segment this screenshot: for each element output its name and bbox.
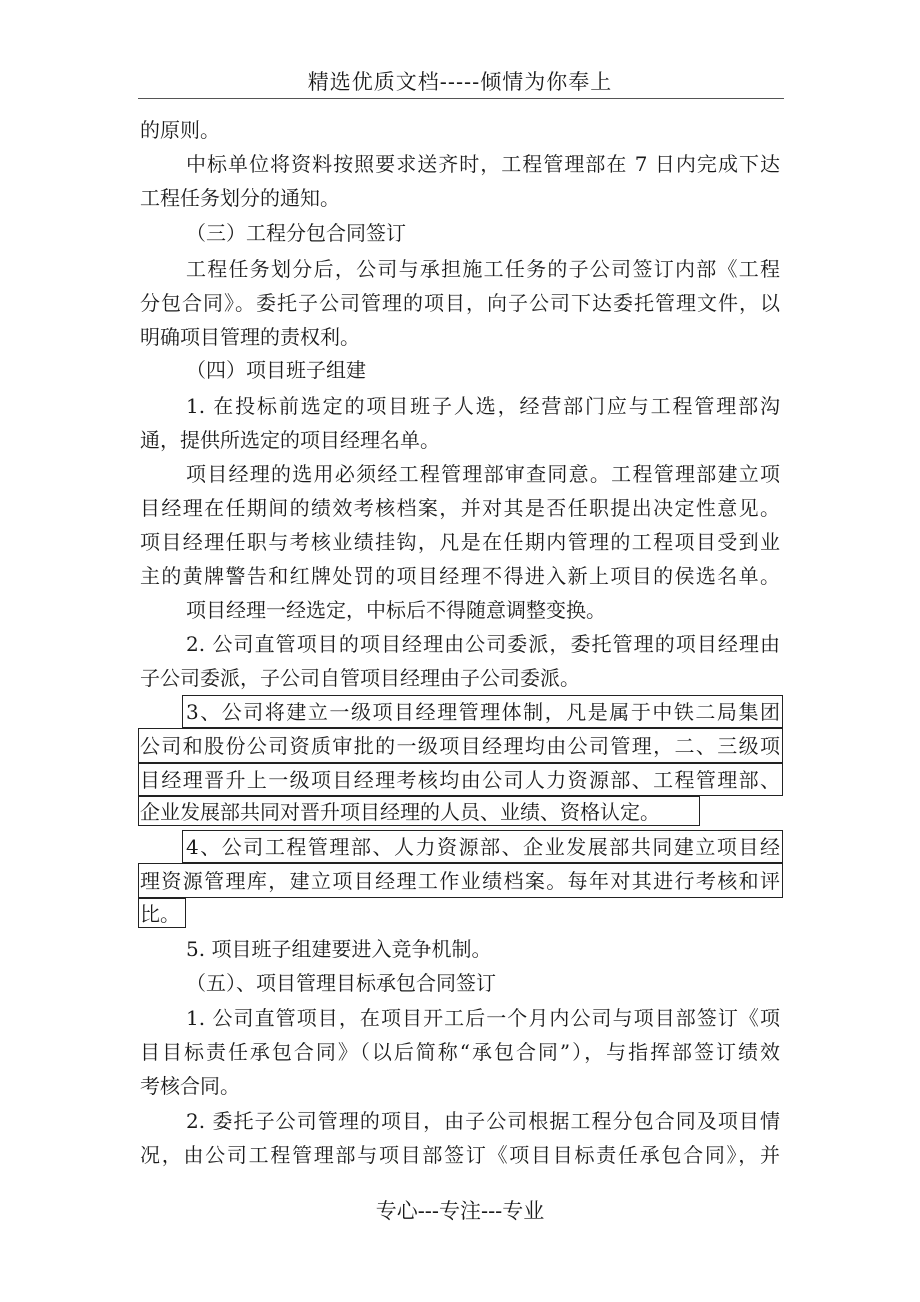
text-line: 理资源管理库，建立项目经理工作业绩档案。每年对其进行考核和评 [140, 869, 780, 893]
text-line: 4、公司工程管理部、人力资源部、企业发展部共同建立项目经 [186, 835, 780, 859]
text-line: 通，提供所选定的项目经理名单。 [140, 428, 440, 452]
text-line: 项目经理一经选定，中标后不得随意调整变换。 [186, 598, 606, 622]
text-line: 中标单位将资料按照要求送齐时，工程管理部在 7 日内完成下达 [186, 152, 780, 176]
page-header: 精选优质文档-----倾情为你奉上 [307, 70, 613, 94]
text-line: 分包合同》。委托子公司管理的项目，向子公司下达委托管理文件，以 [140, 291, 780, 315]
text-line: 比。 [140, 902, 180, 926]
text-line: 工程任务划分的通知。 [140, 186, 340, 210]
text-line: 的原则。 [140, 118, 220, 142]
section-heading: （三）工程分包合同签订 [186, 221, 406, 245]
text-line: 明确项目管理的责权利。 [140, 325, 360, 349]
text-line: 2. 公司直管项目的项目经理由公司委派，委托管理的项目经理由 [186, 632, 780, 656]
section-heading: （五）、项目管理目标承包合同签订 [186, 971, 496, 995]
text-line: 1. 在投标前选定的项目班子人选，经营部门应与工程管理部沟 [186, 394, 780, 418]
text-line: 考核合同。 [140, 1074, 240, 1098]
text-line: 项目经理任职与考核业绩挂钩，凡是在任期内管理的工程项目受到业 [140, 530, 780, 554]
text-line: 企业发展部共同对晋升项目经理的人员、业绩、资格认定。 [140, 800, 660, 824]
text-line: 工程任务划分后，公司与承担施工任务的子公司签订内部《工程 [186, 257, 780, 281]
text-line: 目经理晋升上一级项目经理考核均由公司人力资源部、工程管理部、 [140, 768, 780, 792]
text-line: 目经理在任期间的绩效考核档案，并对其是否任职提出决定性意见。 [140, 496, 780, 520]
text-line: 况，由公司工程管理部与项目部签订《项目目标责任承包合同》，并 [140, 1143, 780, 1167]
text-line: 5. 项目班子组建要进入竞争机制。 [186, 937, 492, 961]
text-line: 目目标责任承包合同》（以后简称“承包合同”），与指挥部签订绩效 [140, 1040, 780, 1064]
text-line: 2. 委托子公司管理的项目，由子公司根据工程分包合同及项目情 [186, 1109, 780, 1133]
text-line: 子公司委派，子公司自管项目经理由子公司委派。 [140, 666, 580, 690]
text-line: 主的黄牌警告和红牌处罚的项目经理不得进入新上项目的侯选名单。 [140, 564, 780, 588]
text-line: 1. 公司直管项目，在项目开工后一个月内公司与项目部签订《项 [186, 1006, 780, 1030]
page-footer: 专心---专注---专业 [375, 1199, 545, 1223]
text-line: 项目经理的选用必须经工程管理部审查同意。工程管理部建立项 [186, 462, 780, 486]
text-line: 3、公司将建立一级项目经理管理体制，凡是属于中铁二局集团 [186, 700, 780, 724]
section-heading: （四）项目班子组建 [186, 358, 366, 382]
header-divider [138, 98, 784, 99]
text-line: 公司和股份公司资质审批的一级项目经理均由公司管理，二、三级项 [140, 734, 780, 758]
